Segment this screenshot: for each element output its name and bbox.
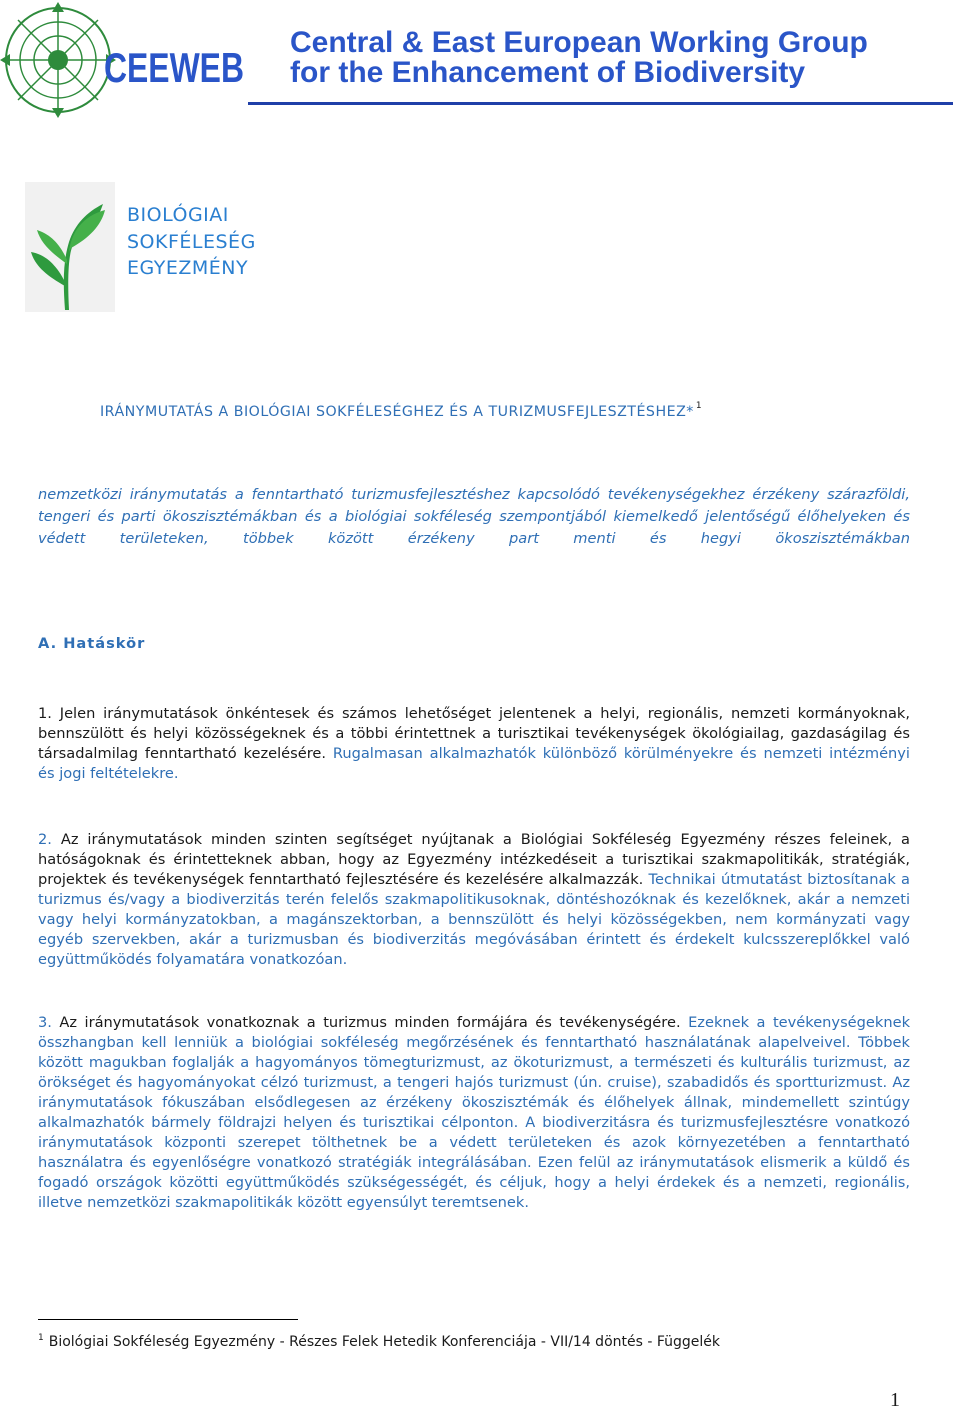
document-title-text: IRÁNYMUTATÁS A BIOLÓGIAI SOKFÉLESÉGHEZ ÉS A TURIZMUSFEJLESZTÉSHEZ*: [100, 404, 694, 420]
section-heading: A. Hatáskör: [38, 635, 146, 652]
paragraph-text-secondary: Rugalmasan alkalmazhatók különböző körülményekre és nemzeti intézményi és jogi feltételekre.: [38, 745, 910, 782]
cbd-title-line2: SOKFÉLESÉG: [127, 230, 256, 253]
footnote-number: 1: [38, 1333, 44, 1343]
org-title-line1: Central & East European Working Group: [290, 26, 868, 59]
paragraph-text: Az iránymutatások vonatkoznak a turizmus minden formájára és tevékenységére.: [59, 1014, 681, 1031]
paragraph-text-secondary: Technikai útmutatást biztosítanak a turizmus és/vagy a biodiverzitás terén felelős szakmapolitikusoknak, döntéshozóknak és kezelőknek, akár a nemzeti vagy helyi kormányzatokban, a magánszektorban, a bennszülött és helyi közösségekben, nem kormányzati vagy egyéb szervekben, akár a turizmusban és biodiverzitás megóvásában érintett és érdekelt kulcsszereplőkkel való együttműködés folyamatára vonatkozóan.: [38, 871, 910, 968]
org-title: [290, 28, 950, 88]
paragraph-2: [38, 830, 910, 970]
document-subtitle: nemzetközi iránymutatás a fenntartható turizmusfejlesztéshez kapcsolódó tevékenységekhez érzékeny szárazföldi, tengeri és parti ökoszisztémákban és a biológiai sokféleség szempontjából kiemelkedő jelentőségű élőhelyeken és védett területeken, többek között érzékeny part menti és hegyi ökoszisztémákban: [38, 486, 910, 548]
cbd-title: [127, 202, 256, 282]
cbd-title-line3: EGYEZMÉNY: [127, 257, 249, 279]
footnote: [38, 1328, 720, 1352]
paragraph-text: Jelen iránymutatások önkéntesek és számos lehetőséget jelentenek a helyi, regionális, nemzeti kormányoknak, bennszülött és helyi közösségeknek és a többi érintettnek a turisztikai tevékenységek ökológiailag, gazdaságilag és társadalmilag fenntartható kezelésére.: [38, 705, 910, 762]
paragraph-text-secondary: Ezeknek a tevékenységeknek összhangban kell lenniük a biológiai sokféleség megőrzésének és fenntartható használatának alapelveivel. Többek között magukban foglalják a hagyományos tömegturizmust, az ökoturizmust, a természeti és kulturális turizmust, az örökséget és hagyományokat célzó turizmust, a tengeri hajós turizmust (ún. cruise), szabadidős és sportturizmust. Az iránymutatások fókuszában elsődlegesen az érzékeny ökoszisztémák és élőhelyek állnak, mindemellett szintúgy alkalmazhatók bármely földrajzi helyen és turisztikai célponton. A biodiverzitásra és turizmusfejlesztésre vonatkozó iránymutatások központi szerepet tölthetnek be a védett területeken és azok környezetében a fenntartható használatra és egyenlőségre vonatkozó stratégiák integrálásában. Ezen felül az iránymutatások elismerik a küldő és fogadó országok közötti együttműködés szükségességét, és céljuk, hogy a helyi érdekek és a nemzeti, regionális, illetve nemzetközi szakmapolitikák között egyensúlyt teremtsenek.: [38, 1014, 911, 1211]
page-number: 1: [890, 1389, 900, 1411]
paragraph-number: 3.: [38, 1014, 52, 1031]
org-title-line2: for the Enhancement of Biodiversity: [290, 56, 806, 89]
header-rule: [248, 102, 953, 105]
title-footnote-ref[interactable]: 1: [695, 401, 703, 411]
footnote-divider: [38, 1319, 298, 1320]
cbd-title-line1: BIOLÓGIAI: [127, 204, 229, 226]
paragraph-number: 2.: [38, 831, 52, 848]
paragraph-3: [38, 1013, 910, 1213]
paragraph-number: 1.: [38, 705, 52, 722]
ceeweb-logo-text: CEEWEB: [104, 44, 244, 91]
paragraph-text: Az iránymutatások minden szinten segítséget nyújtanak a Biológiai Sokféleség Egyezmény részes feleinek, a hatóságoknak és érintetteknek abban, hogy az Egyezmény intézkedéseit a turisztikai szakmapolitikák, stratégiák, projektek és tevékenységek fenntartható fejlesztésére és kezelésére alkalmazzák.: [38, 831, 911, 888]
footnote-text: Biológiai Sokféleség Egyezmény - Részes Felek Hetedik Konferenciája - VII/14 döntés - Függelék: [48, 1334, 721, 1350]
cbd-leaf-logo: [25, 182, 115, 312]
document-title: [100, 396, 860, 422]
paragraph-1: [38, 704, 910, 784]
ceeweb-logo: [0, 0, 250, 120]
